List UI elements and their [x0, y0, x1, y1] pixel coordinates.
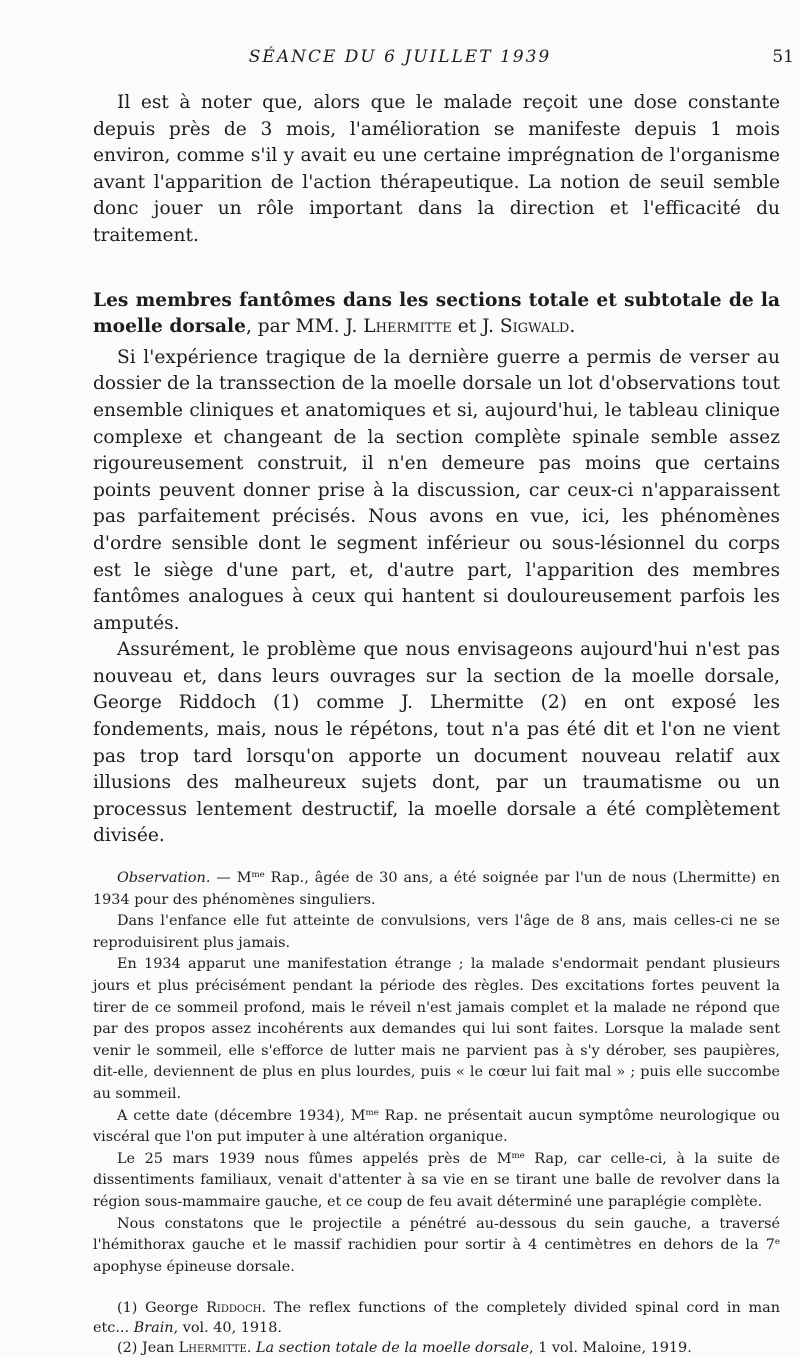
article-and: et J.: [451, 316, 500, 338]
page-body: [93, 90, 780, 1358]
superscript: me: [511, 1150, 525, 1161]
body-paragraph-1: Si l'expérience tragique de la dernière guerre a permis de verser au dossier de la transsection de la moelle dorsale un lot d'observations tout ensemble cliniques et anatomiques et si, aujourd'hui, le tableau clinique complexe et changeant de la section complète spinale semble assez rigoureusement construit, il n'en demeure pas moins que certains points peuvent donner prise à la discussion, car ceux-ci n'apparaissent pas parfaitement précisés. Nous avons en vue, ici, les phénomènes d'ordre sensible dont le segment inférieur ou sous-lésionnel du corps est le siège d'une part, et, d'autre part, l'apparition des membres fantômes analogues à ceux qui hantent si douloureusement parfois les amputés.: [93, 346, 780, 634]
footnote-journal: Brain: [133, 1320, 174, 1337]
observation-paragraph-2: Dans l'enfance elle fut atteinte de convulsions, vers l'âge de 8 ans, mais celles-ci ne se reproduisirent plus jamais.: [93, 913, 780, 951]
footnote-text: (2) Jean: [117, 1340, 179, 1357]
observation-text: Nous constatons que le projectile a pénétré au-dessous du sein gauche, a traversé l'hémithorax gauche et le massif rachidien pour sortir à 4 centimètres en dehors de la 7: [93, 1215, 780, 1254]
article-end: .: [569, 316, 576, 338]
footnotes: [93, 1298, 780, 1358]
footnote-text: (1) George: [117, 1300, 207, 1317]
footnote-1: [93, 1298, 780, 1338]
footnote-text: , vol. 40, 1918.: [173, 1320, 282, 1337]
author-lhermitte: Lhermitte: [363, 316, 452, 338]
page-number: 51: [772, 47, 794, 67]
observation-text: A cette date (décembre 1934), M: [117, 1107, 366, 1124]
page-header: [0, 47, 800, 71]
article-heading: [93, 288, 780, 341]
article-by: , par MM. J.: [245, 316, 364, 338]
superscript: e: [774, 1236, 780, 1247]
footnote-text: .: [246, 1340, 256, 1357]
observation-paragraph-5: [93, 1149, 780, 1214]
observation-paragraph-1: [93, 868, 780, 911]
footnote-text: . The reflex functions of the completely divided spinal cord in man etc...: [93, 1300, 780, 1337]
footnote-author: Lhermitte: [178, 1340, 247, 1357]
footnote-book-title: La section totale de la moelle dorsale: [255, 1340, 530, 1357]
footnote-text: , 1 vol. Maloine, 1919.: [529, 1340, 692, 1357]
observation-paragraph-6: [93, 1214, 780, 1279]
body-paragraph-2: Assurément, le problème que nous envisageons aujourd'hui n'est pas nouveau et, dans leurs ouvrages sur la section de la moelle dorsale, George Riddoch (1) comme J. Lhermitte (2) en ont exposé les fondements, mais, nous le répétons, tout n'a pas été dit et l'on ne vient pas trop tard lorsqu'on apporte un document nouveau relatif aux illusions des malheureux sujets dont, par un traumatisme ou un processus lentement destructif, la moelle dorsale a été complètement divisée.: [93, 639, 780, 847]
observation-text: Rap. ne présentait aucun symptôme neurologique ou viscéral que l'on put imputer à une altération organique.: [93, 1107, 780, 1146]
observation-text: Rap, car celle-ci, à la suite de dissentiments familiaux, venait d'attenter à sa vie en se tirant une balle de revolver dans la région sous-mammaire gauche, et ce coup de feu avait déterminé une paraplégie complète.: [93, 1150, 781, 1210]
observation-text: Rap., âgée de 30 ans, a été soignée par l'un de nous (Lhermitte) en 1934 pour des phénomènes singuliers.: [93, 870, 780, 908]
running-title: SÉANCE DU 6 JUILLET 1939: [248, 47, 552, 67]
observation-text: Le 25 mars 1939 nous fûmes appelés près de M: [117, 1150, 512, 1167]
footnote-author: Riddoch: [206, 1300, 262, 1317]
article-title: Les membres fantômes dans les sections totale et subtotale de la moelle dorsale: [93, 289, 780, 338]
observation-paragraph-3: En 1934 apparut une manifestation étrange ; la malade s'endormait pendant plusieurs jours et plus précisément pendant la période des règles. Des excitations fortes peuvent la tirer de ce sommeil profond, mais le réveil n'est jamais complet et la malade ne répond que par des propos assez incohérents aux demandes qui lui sont faites. Lorsque la malade sent venir le sommeil, elle s'efforce de lutter mais ne parvient pas à s'y dérober, ses paupières, dit-elle, deviennent de plus en plus lourdes, puis « le cœur lui fait mal » ; puis elle succombe au sommeil.: [93, 956, 780, 1102]
observation-label: Observation.: [117, 870, 211, 887]
superscript: me: [251, 869, 265, 880]
intro-paragraph: Il est à noter que, alors que le malade reçoit une dose constante depuis près de 3 mois, l'amélioration se manifeste depuis 1 mois environ, comme s'il y avait eu une certaine imprégnation de l'organisme avant l'apparition de l'action thérapeutique. La notion de seuil semble donc jouer un rôle important dans la direction et l'efficacité du traitement.: [93, 92, 780, 246]
author-sigwald: Sigwald: [499, 316, 570, 338]
footnote-2: [93, 1338, 780, 1358]
observation-text: apophyse épineuse dorsale.: [93, 1258, 295, 1275]
observation-paragraph-4: [93, 1106, 780, 1149]
observation-text: — M: [210, 870, 252, 887]
observation-block: [93, 868, 780, 1278]
superscript: me: [365, 1107, 379, 1118]
